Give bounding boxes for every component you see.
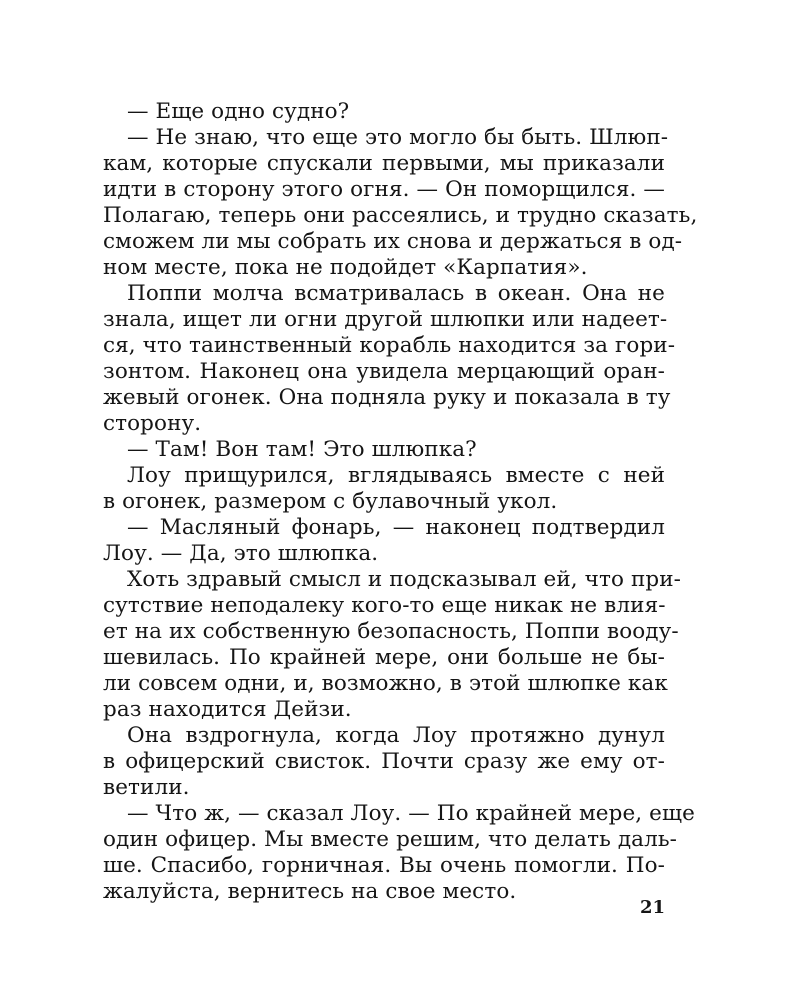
text-line: ном месте, пока не подойдет «Карпатия». [103,255,588,280]
text-line: ся, что таинственный корабль находится за гори- [103,333,676,358]
text-line: сутствие неподалеку кого-то еще никак не влия- [103,593,666,618]
text-line: жевый огонек. Она подняла руку и показала в ту [103,385,671,410]
text-line: ли совсем одни, и, возможно, в этой шлюпке как [103,671,668,696]
text-line: кам, которые спускали первыми, мы приказали [103,151,665,176]
text-line: — Что ж, — сказал Лоу. — По крайней мере, еще [127,801,695,826]
text-line: знала, ищет ли огни другой шлюпки или надеет- [103,307,668,332]
text-line: сторону. [103,411,202,436]
text-line: один офицер. Мы вместе решим, что делать даль- [103,827,678,852]
text-line: раз находится Дейзи. [103,697,352,722]
text-line: Полагаю, теперь они рассеялись, и трудно сказать, [103,203,698,228]
text-line: ветили. [103,775,190,800]
book-page [103,96,698,926]
text-line: — Не знаю, что еще это могло бы быть. Шлюп- [127,125,669,150]
text-line: шевилась. По крайней мере, они больше не бы- [103,645,665,670]
text-line: идти в сторону этого огня. — Он поморщился. — [103,177,665,202]
text-line: Поппи молча всматривалась в океан. Она не [127,281,665,306]
text-line: — Масляный фонарь, — наконец подтвердил [127,515,665,540]
text-line: Хоть здравый смысл и подсказывал ей, что при- [127,567,682,592]
text-line: Лоу прищурился, вглядываясь вместе с ней [127,463,665,488]
text-line: Она вздрогнула, когда Лоу протяжно дунул [127,723,665,748]
text-line: — Еще одно судно? [127,99,350,124]
text-line: ет на их собственную безопасность, Поппи вооду- [103,619,679,644]
page-number: 21 [639,897,665,918]
text-line: в огонек, размером с булавочный укол. [103,489,558,514]
text-line: жалуйста, вернитесь на свое место. [103,879,517,904]
text-line: зонтом. Наконец она увидела мерцающий оран- [103,359,665,384]
text-line: Лоу. — Да, это шлюпка. [103,541,379,566]
text-line: в офицерский свисток. Почти сразу же ему от- [103,749,665,774]
text-line: — Там! Вон там! Это шлюпка? [127,437,477,462]
text-line: сможем ли мы собрать их снова и держаться в од- [103,229,683,254]
text-line: ше. Спасибо, горничная. Вы очень помогли. По- [103,853,665,878]
